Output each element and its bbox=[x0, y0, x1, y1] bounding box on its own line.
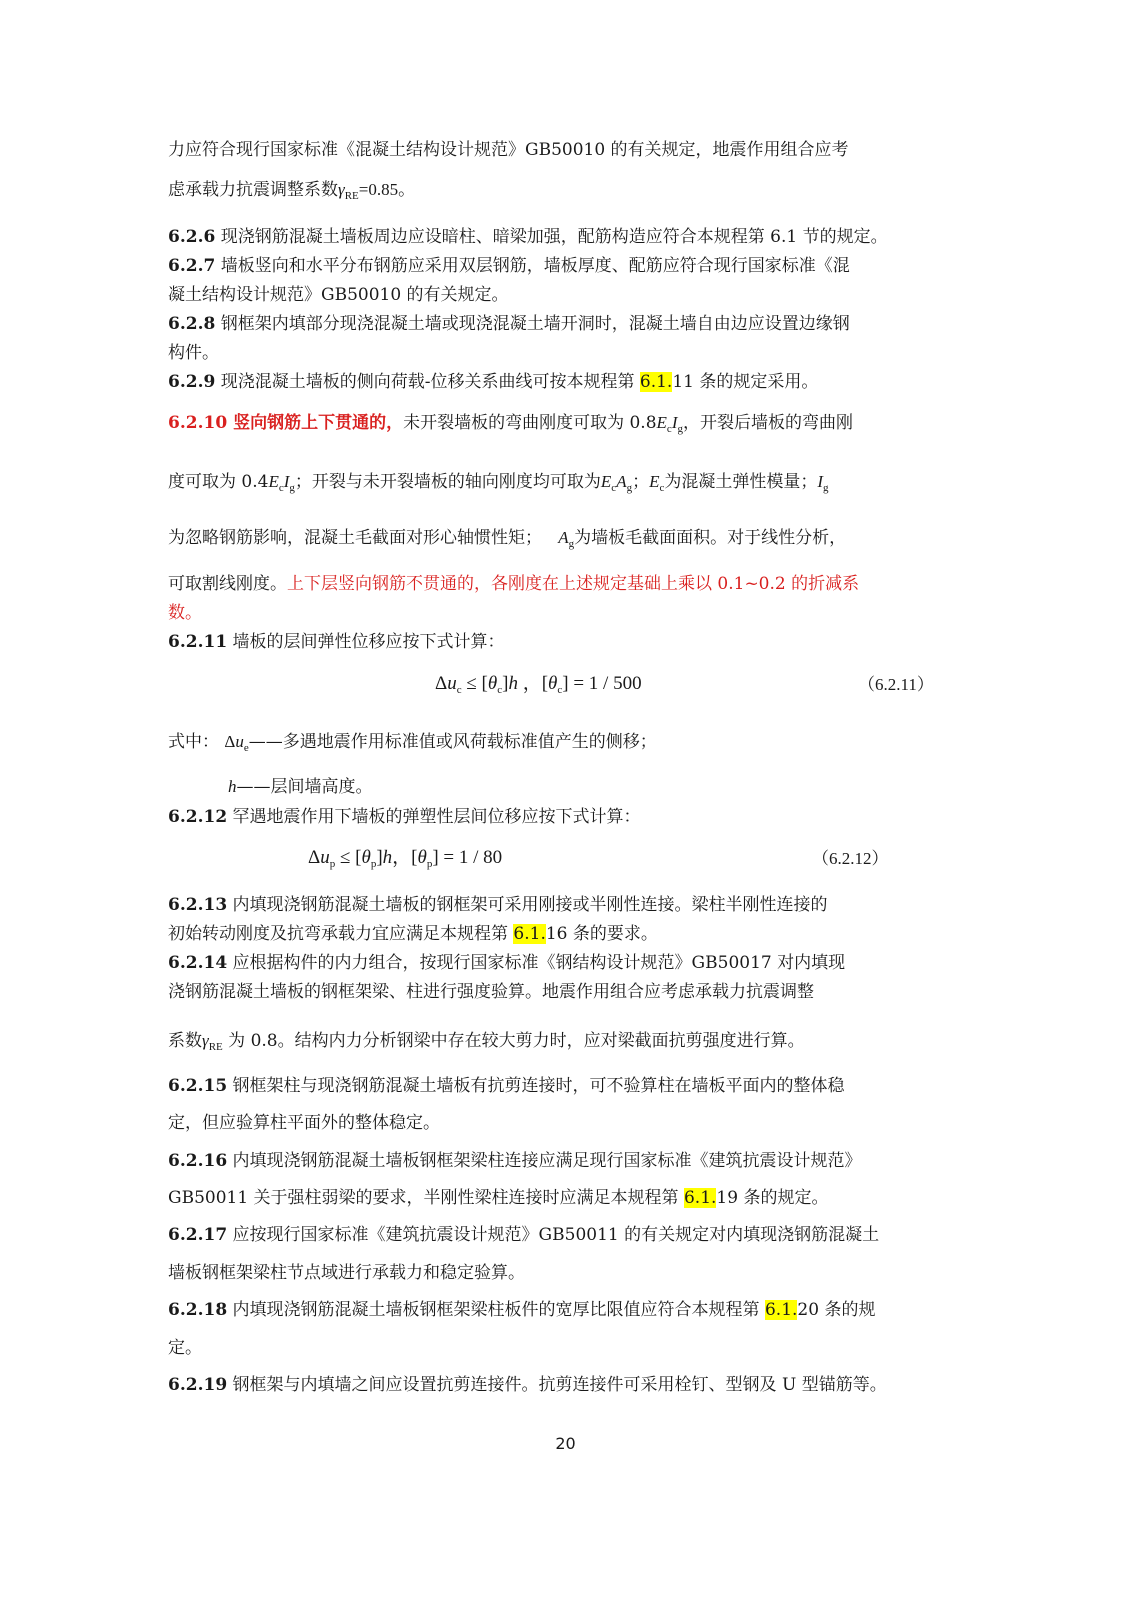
paragraph-line bbox=[168, 470, 829, 494]
math-symbol: A bbox=[616, 472, 627, 491]
clause-text: 内填现浇钢筋混凝土墙板钢框架梁柱连接应满足现行国家标准《建筑抗震设计规范》 bbox=[227, 1151, 862, 1171]
paragraph-line bbox=[168, 283, 509, 307]
text: ； bbox=[632, 472, 650, 492]
equation-number: （6.2.12） bbox=[812, 849, 889, 868]
gamma-symbol: γ bbox=[338, 180, 345, 199]
clause-number: 6.2.11 bbox=[168, 632, 228, 652]
clause-text: 未开裂墙板的弯曲刚度可取为 0.8 bbox=[403, 413, 657, 433]
operator: ≤ [ bbox=[461, 673, 488, 694]
separator: ，[ bbox=[517, 673, 549, 694]
clause-text: 钢框架内填部分现浇混凝土墙或现浇混凝土墙开洞时，混凝土墙自由边应设置边缘钢 bbox=[215, 314, 850, 334]
clause-text: 墙板竖向和水平分布钢筋应采用双层钢筋，墙板厚度、配筋应符合现行国家标准《混 bbox=[215, 256, 850, 276]
paragraph-line bbox=[168, 178, 415, 202]
highlighted-reference: 6.1. bbox=[764, 1300, 798, 1320]
clause-number: 6.2.12 bbox=[168, 807, 228, 827]
equation-rhs: ] = 1 / 500 bbox=[562, 673, 642, 694]
clause-number: 6.2.15 bbox=[168, 1076, 228, 1096]
delta-symbol: Δ bbox=[224, 732, 236, 751]
text: 定。 bbox=[168, 1338, 202, 1358]
clause-number: 6.2.9 bbox=[168, 372, 216, 392]
separator: ，[ bbox=[392, 847, 418, 868]
math-symbol: h bbox=[228, 777, 237, 796]
clause-6-2-13 bbox=[168, 893, 828, 917]
paragraph-line bbox=[168, 1336, 202, 1360]
bracket: ] bbox=[502, 673, 509, 694]
theta-symbol: θ bbox=[417, 847, 427, 868]
text: 力应符合现行国家标准《混凝土结构设计规范》GB50010 的有关规定，地震作用组合应考 bbox=[168, 140, 849, 160]
clause-6-2-9 bbox=[168, 370, 818, 394]
paragraph-line bbox=[168, 1261, 525, 1285]
theta-symbol: θ bbox=[548, 673, 558, 694]
subscript: c bbox=[497, 684, 503, 696]
math-symbol: u bbox=[235, 732, 244, 751]
equation-6-2-12 bbox=[308, 845, 502, 871]
emphasis-text: 竖向钢筋上下贯通的， bbox=[227, 413, 404, 433]
text: 为混凝土弹性模量； bbox=[664, 472, 818, 492]
subscript: c bbox=[557, 684, 563, 696]
clause-text: 20 条的规 bbox=[797, 1300, 876, 1320]
clause-6-2-7 bbox=[168, 254, 850, 278]
gamma-symbol: γ bbox=[202, 1031, 209, 1050]
paragraph-line bbox=[168, 1029, 805, 1053]
equation-number: （6.2.11） bbox=[858, 675, 934, 694]
math-symbol: I bbox=[671, 413, 678, 432]
clause-number: 6.2.14 bbox=[168, 953, 228, 973]
math-symbol: E bbox=[649, 472, 660, 491]
operator: ≤ [ bbox=[335, 847, 362, 868]
text: ——多遇地震作用标准值或风荷载标准值产生的侧移； bbox=[248, 732, 657, 752]
clause-6-2-19 bbox=[168, 1373, 887, 1397]
text: 为忽略钢筋影响，混凝土毛截面对形心轴惯性矩； bbox=[168, 528, 542, 548]
subscript: RE bbox=[208, 1041, 223, 1053]
math-symbol: u bbox=[320, 847, 330, 868]
text: 为墙板毛截面面积。对于线性分析， bbox=[574, 528, 847, 548]
clause-number: 6.2.13 bbox=[168, 895, 228, 915]
text: 定，但应验算柱平面外的整体稳定。 bbox=[168, 1113, 440, 1133]
clause-6-2-18 bbox=[168, 1298, 875, 1322]
clause-6-2-12 bbox=[168, 805, 641, 829]
clause-6-2-16 bbox=[168, 1149, 862, 1173]
clause-6-2-14 bbox=[168, 951, 845, 975]
clause-text: ，开裂后墙板的弯曲刚 bbox=[682, 413, 853, 433]
clause-text: 现浇钢筋混凝土墙板周边应设暗柱、暗梁加强，配筋构造应符合本规程第 6.1 节的规定。 bbox=[215, 227, 888, 247]
clause-number: 6.2.10 bbox=[168, 413, 228, 433]
text: 墙板钢框架梁柱节点域进行承载力和稳定验算。 bbox=[168, 1263, 525, 1283]
subscript: c bbox=[456, 684, 462, 696]
math-symbol: I bbox=[283, 472, 290, 491]
text: ；开裂与未开裂墙板的轴向刚度均可取为 bbox=[294, 472, 601, 492]
emphasis-text: 上下层竖向钢筋不贯通的，各刚度在上述规定基础上乘以 0.1~0.2 的折减系 bbox=[287, 574, 860, 594]
subscript: c bbox=[659, 482, 665, 494]
clause-6-2-17 bbox=[168, 1223, 879, 1247]
paragraph-line bbox=[168, 922, 658, 946]
paragraph-line bbox=[168, 1111, 440, 1135]
clause-text: 现浇混凝土墙板的侧向荷载-位移关系曲线可按本规程第 bbox=[215, 372, 640, 392]
text: 16 条的要求。 bbox=[545, 924, 658, 944]
clause-text: 墙板的层间弹性位移应按下式计算： bbox=[227, 632, 505, 652]
text: 构件。 bbox=[168, 343, 219, 363]
clause-text: 应根据构件的内力组合，按现行国家标准《钢结构设计规范》GB50017 对内填现 bbox=[227, 953, 846, 973]
clause-text: 钢框架柱与现浇钢筋混凝土墙板有抗剪连接时，可不验算柱在墙板平面内的整体稳 bbox=[227, 1076, 845, 1096]
text: ——层间墙高度。 bbox=[236, 777, 373, 797]
subscript: c bbox=[278, 482, 284, 494]
math-symbol: E bbox=[656, 413, 667, 432]
subscript: g bbox=[568, 538, 575, 550]
clause-text: 内填现浇钢筋混凝土墙板的钢框架可采用刚接或半刚性连接。梁柱半刚性连接的 bbox=[227, 895, 828, 915]
math-symbol: h bbox=[382, 847, 393, 868]
clause-text: 罕遇地震作用下墙板的弹塑性层间位移应按下式计算： bbox=[227, 807, 641, 827]
paragraph-line bbox=[168, 980, 814, 1004]
text: 19 条的规定。 bbox=[716, 1188, 829, 1208]
delta-symbol: Δ bbox=[308, 847, 321, 868]
delta-symbol: Δ bbox=[435, 673, 448, 694]
equation-rhs: ] = 1 / 80 bbox=[432, 847, 503, 868]
math-symbol: E bbox=[600, 472, 612, 491]
text: 凝土结构设计规范》GB50010 的有关规定。 bbox=[168, 285, 509, 305]
subscript: RE bbox=[344, 190, 359, 202]
text: 初始转动刚度及抗弯承载力宜应满足本规程第 bbox=[168, 924, 514, 944]
math-symbol: A bbox=[558, 528, 569, 547]
bracket: ] bbox=[376, 847, 383, 868]
subscript: g bbox=[677, 423, 683, 435]
paragraph-line bbox=[168, 341, 219, 365]
text: 式中： bbox=[168, 732, 219, 752]
subscript: g bbox=[289, 482, 295, 494]
math-symbol: I bbox=[817, 472, 824, 491]
math-symbol: u bbox=[447, 673, 457, 694]
text: =0.85。 bbox=[358, 180, 416, 199]
where-clause bbox=[228, 775, 373, 799]
clause-number: 6.2.6 bbox=[168, 227, 216, 247]
math-symbol: h bbox=[508, 673, 518, 694]
text: 可取割线刚度。 bbox=[168, 574, 287, 594]
clause-text: 内填现浇钢筋混凝土墙板钢框架梁柱板件的宽厚比限值应符合本规程第 bbox=[227, 1300, 765, 1320]
paragraph-line bbox=[168, 138, 849, 162]
clause-6-2-11 bbox=[168, 630, 505, 654]
clause-text: 钢框架与内填墙之间应设置抗剪连接件。抗剪连接件可采用栓钉、型钢及 U 型锚筋等。 bbox=[227, 1375, 887, 1395]
text: 虑承载力抗震调整系数 bbox=[168, 180, 338, 200]
theta-symbol: θ bbox=[487, 673, 498, 694]
clause-text: 应按现行国家标准《建筑抗震设计规范》GB50011 的有关规定对内填现浇钢筋混凝土 bbox=[227, 1225, 880, 1245]
equation-6-2-11 bbox=[435, 671, 642, 697]
clause-6-2-10 bbox=[168, 411, 853, 435]
subscript: p bbox=[329, 858, 336, 870]
clause-number: 6.2.16 bbox=[168, 1151, 228, 1171]
paragraph-line bbox=[168, 526, 846, 550]
clause-6-2-6 bbox=[168, 225, 888, 249]
subscript: p bbox=[370, 858, 377, 870]
clause-number: 6.2.7 bbox=[168, 256, 216, 276]
emphasis-text: 数。 bbox=[168, 603, 202, 623]
math-symbol: E bbox=[268, 472, 279, 491]
page-number: 20 bbox=[555, 1434, 576, 1453]
paragraph-line bbox=[168, 1186, 828, 1210]
subscript: g bbox=[823, 482, 829, 494]
clause-number: 6.2.17 bbox=[168, 1225, 228, 1245]
subscript: c bbox=[666, 423, 672, 435]
subscript: e bbox=[243, 742, 249, 754]
text: 系数 bbox=[168, 1031, 202, 1051]
clause-text: 11 条的规定采用。 bbox=[672, 372, 819, 392]
highlighted-reference: 6.1. bbox=[639, 372, 673, 392]
highlighted-reference: 6.1. bbox=[683, 1188, 717, 1208]
clause-number: 6.2.8 bbox=[168, 314, 216, 334]
paragraph-line bbox=[168, 572, 859, 596]
highlighted-reference: 6.1. bbox=[513, 924, 546, 944]
subscript: p bbox=[426, 858, 433, 870]
clause-number: 6.2.19 bbox=[168, 1375, 228, 1395]
theta-symbol: θ bbox=[361, 847, 371, 868]
where-clause bbox=[168, 730, 657, 754]
clause-6-2-15 bbox=[168, 1074, 845, 1098]
paragraph-line bbox=[168, 601, 202, 625]
clause-6-2-8 bbox=[168, 312, 850, 336]
text: 度可取为 0.4 bbox=[168, 472, 269, 492]
text: GB50011 关于强柱弱梁的要求，半刚性梁柱连接时应满足本规程第 bbox=[168, 1188, 684, 1208]
text: 浇钢筋混凝土墙板的钢框架梁、柱进行强度验算。地震作用组合应考虑承载力抗震调整 bbox=[168, 982, 814, 1002]
clause-number: 6.2.18 bbox=[168, 1300, 228, 1320]
subscript: c bbox=[611, 482, 617, 494]
text: 为 0.8。结构内力分析钢梁中存在较大剪力时，应对梁截面抗剪强度进行算。 bbox=[222, 1031, 805, 1051]
subscript: g bbox=[626, 482, 633, 494]
